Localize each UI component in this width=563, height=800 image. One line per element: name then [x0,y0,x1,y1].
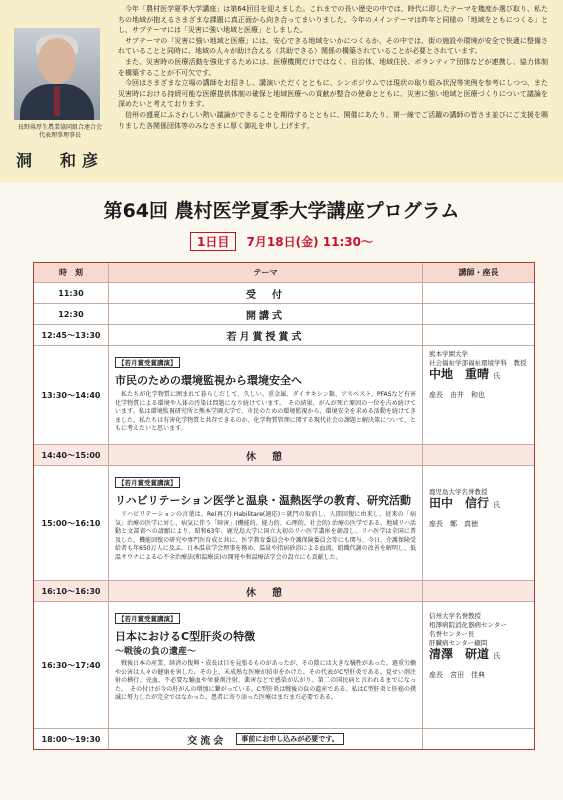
president-name: 洞 和彦 [15,151,104,170]
lecture-subtitle: 〜戦後の負の遺産〜 [115,647,197,657]
speaker-name: 中地 重晴 氏 [429,367,501,381]
header-speaker: 講師・座長 [422,263,534,282]
greeting-section [0,0,563,182]
president-photo [14,28,100,120]
lecture-title: リハビリテーション医学と温泉・温熱医学の教育、研究活動 [115,494,412,507]
lecture-row: 13:30〜14:40 【若月賞受賞講演】 市民のための環境監視から環境安全へ 私たちが化学物質に囲まれて暮らしだして、久しい。重金属、ダイオキシン類、アスベスト、PFASなど有害化学物質による環境や人体の汚染は問題になり続けています。 その結果、がんが死亡原因の一位を占め続けています。私は環境監視研究所と熊本学園大学で、市民のための環境監視から、環境安全を求める活動を続けてきました。私たちは有害化学物質と共存できるのか、化学物質管理に関する現代社会の課題と解決策について、ともに考えたいと思います。 熊本学園大学 社会福祉学部福祉環境学科 教授 中地 重晴 氏 座長 由井 和也 [34,345,534,444]
table-row: 11:30 受 付 [34,282,534,303]
speaker-name: 田中 信行 氏 [429,496,501,510]
chair-name: 座長 鄭 真徳 [429,520,478,528]
chair-name: 座長 宮田 佳典 [429,671,485,679]
table-row: 12:30 開講式 [34,303,534,324]
header-time: 時 刻 [34,263,109,282]
lecture-row: 16:30〜17:40 【若月賞受賞講演】 日本におけるC型肝炎の特徴 〜戦後の負の遺産〜 戦後日本の産業、経済の復興・成長は目を見張るものがあったが、その陰には大きな犠牲があった。過重労働や公害は人々の健康を害した。その上、未成熟な医療が拍車をかけた。その代表がC型肝炎である。覚せい剤注射の横行、売血、不必要な輸血や栄養剤注射、薬害などで感染が広がり、第二の国民病と言われるまでになった。 その付けが今の肝がんの増加に繋がっている。C型肝炎は戦後の負の遺産である。私はC型肝炎と肝癌の撲滅に努力したが完全ではなかった。患者に寄り添った医療はまだまだ必要である。 信州大学名誉教授 相澤病院消化器病センター 名誉センター長 肝臓病センター顧問 清澤 研道 氏 座長 宮田 佳典 [34,601,534,728]
greeting-text: 今年「農村医学夏季大学講座」は第64回目を迎えました。これまでの長い歴史の中では、時代に即したテーマを幾度か選び取り、私たちの地域が抱えるさまざまな課題に真正面から向き合ってまいりました。今年のメインテーマは昨年と同様の「地域をともにつくる」とし、サブテーマには「災害に強い地域と医療」としました。 サブテーマの「災害に強い地域と医療」には、安心できる地域をいかにつくるか、その中では、街の施設や環境が安全で快適に整備されていることと同時に、地域の人々が助け合える（共助できる）関係の構築されていることが必要とされています。 また、災害時の医療活動を強化するためには、医療機関だけではなく、自治体、地域住民、ボランティア団体などが連携し、協力体制を構築することが不可欠です。 今回はさまざまな立場の講師をお招きし、講演いただくとともに、シンポジウムでは現状の取り組み状況等実例を参考にしつつ、また災害時における持続可能な医療提供体制の確保と地域医療への貢献が整合の使命とともに、災害に強い地域と医療づくりについて議論を深めたいと考えております。 信州の盛夏にふさわしい熱い議論ができることを期待するとともに、開催にあたり、第一線でご活躍の講師の皆さま並びにご支援を賜りました各関係団体等のみなさまに厚く御礼を申し上げます。 [118,5,548,130]
reservation-note: 事前にお申し込みが必要です。 [236,733,343,745]
table-header [34,263,534,282]
table-row: 14:40〜15:00 休 憩 [34,444,534,465]
day-info: 1日目 7月18日(金) 11:30〜 [0,232,563,251]
day-weekday: 金 [301,235,314,249]
lecture-tag: 【若月賞受賞講演】 [115,357,180,368]
lecture-abstract: 戦後日本の産業、経済の復興・成長は目を見張るものがあったが、その陰には大きな犠牲があった。過重労働や公害は人々の健康を害した。その上、未成熟な医療が拍車をかけた。その代表がC型肝炎である。覚せい剤注射の横行、売血、不必要な輸血や栄養剤注射、薬害などで感染が広がり、第二の国民病と言われるまでになった。 その付けが今の肝がんの増加に繋がっている。C型肝炎は戦後の負の遺産である。私はC型肝炎と肝癌の撲滅に努力したが完全ではなかった。患者に寄り添った医療はまだまだ必要である。 [115,660,416,702]
header-theme: テーマ [253,268,278,277]
speaker-affiliation: 熊本学園大学 [429,350,468,358]
lecture-tag: 【若月賞受賞講演】 [115,477,180,488]
lecture-row: 15:00〜16:10 【若月賞受賞講演】 リハビリテーション医学と温泉・温熱医学の教育、研究活動 リハビリテーションの言葉は、Re(再び) Habilitare(適応)＝就門の取消し、人間回復に由来し、従来の「病気」治療の医学に対し、病気に伴う「障害」(機能的、能力的、心理的、社会的) 治療の医学である。地域リハ活動と文部省への請願により、昭和63年、鹿児島大学に国立大初のリハ医学講座を創設し、リハ医学は全国に普及した。機能回復の研究や専門医育成と共に、医学教育委員会や介護保険委員会等にも関与、今日、介護保険受給者も年650万人に及ぶ。日本温泉学会理事を務め、温泉や指宿砂浴による血流、組織代謝の改善を解明し、低温サウナによる心不全治療法(和温療法)の開発や和温療法学会の設立にも貢献した。 鹿児島大学名誉教授 田中 信行 氏 座長 鄭 真徳 [34,465,534,580]
lecture-title: 市民のための環境監視から環境安全へ [115,374,302,387]
president-affiliation: 長野県厚生農業協同組合連合会 代表理事理事長 [17,124,102,139]
table-row: 12:45〜13:30 若月賞授賞式 [34,324,534,345]
table-row: 18:00〜19:30 交流会 事前にお申し込みが必要です。 [34,728,534,749]
program-title: 第64回 農村医学夏季大学講座プログラム [103,200,460,222]
lecture-title: 日本におけるC型肝炎の特徴 [115,630,256,643]
speaker-name: 清澤 研道 氏 [429,647,501,661]
lecture-abstract: 私たちが化学物質に囲まれて暮らしだして、久しい。重金属、ダイオキシン類、アスベスト、PFASなど有害化学物質による環境や人体の汚染は問題になり続けています。 その結果、がんが死亡原因の一位を占め続けています。私は環境監視研究所と熊本学園大学で、市民のための環境監視から、環境安全を求める活動を続けてきました。私たちは有害化学物質と共存できるのか、化学物質管理に関する現代社会の課題と解決策について、ともに考えたいと思います。 [115,391,416,433]
speaker-affiliation: 信州大学名誉教授 [429,612,481,620]
table-row: 16:10〜16:30 休 憩 [34,580,534,601]
lecture-tag: 【若月賞受賞講演】 [115,613,180,624]
lecture-abstract: リハビリテーションの言葉は、Re(再び) Habilitare(適応)＝就門の取消し、人間回復に由来し、従来の「病気」治療の医学に対し、病気に伴う「障害」(機能的、能力的、心理的、社会的) 治療の医学である。地域リハ活動と文部省への請願により、昭和63年、鹿児島大学に国立大初のリハ医学講座を創設し、リハ医学は全国に普及した。機能回復の研究や専門医育成と共に、医学教育委員会や介護保険委員会等にも関与、今日、介護保険受給者も年650万人に及ぶ。日本温泉学会理事を務め、温泉や指宿砂浴による血流、組織代謝の改善を解明し、低温サウナによる心不全治療法(和温療法)の開発や和温療法学会の設立にも貢献した。 [115,511,416,561]
day-label: 1日目 [190,232,236,251]
day-date: 7月18日 [246,235,296,249]
day-time: 11:30〜 [322,235,373,249]
chair-name: 座長 由井 和也 [429,391,485,399]
program-table [33,262,535,750]
speaker-affiliation: 鹿児島大学名誉教授 [429,488,488,496]
